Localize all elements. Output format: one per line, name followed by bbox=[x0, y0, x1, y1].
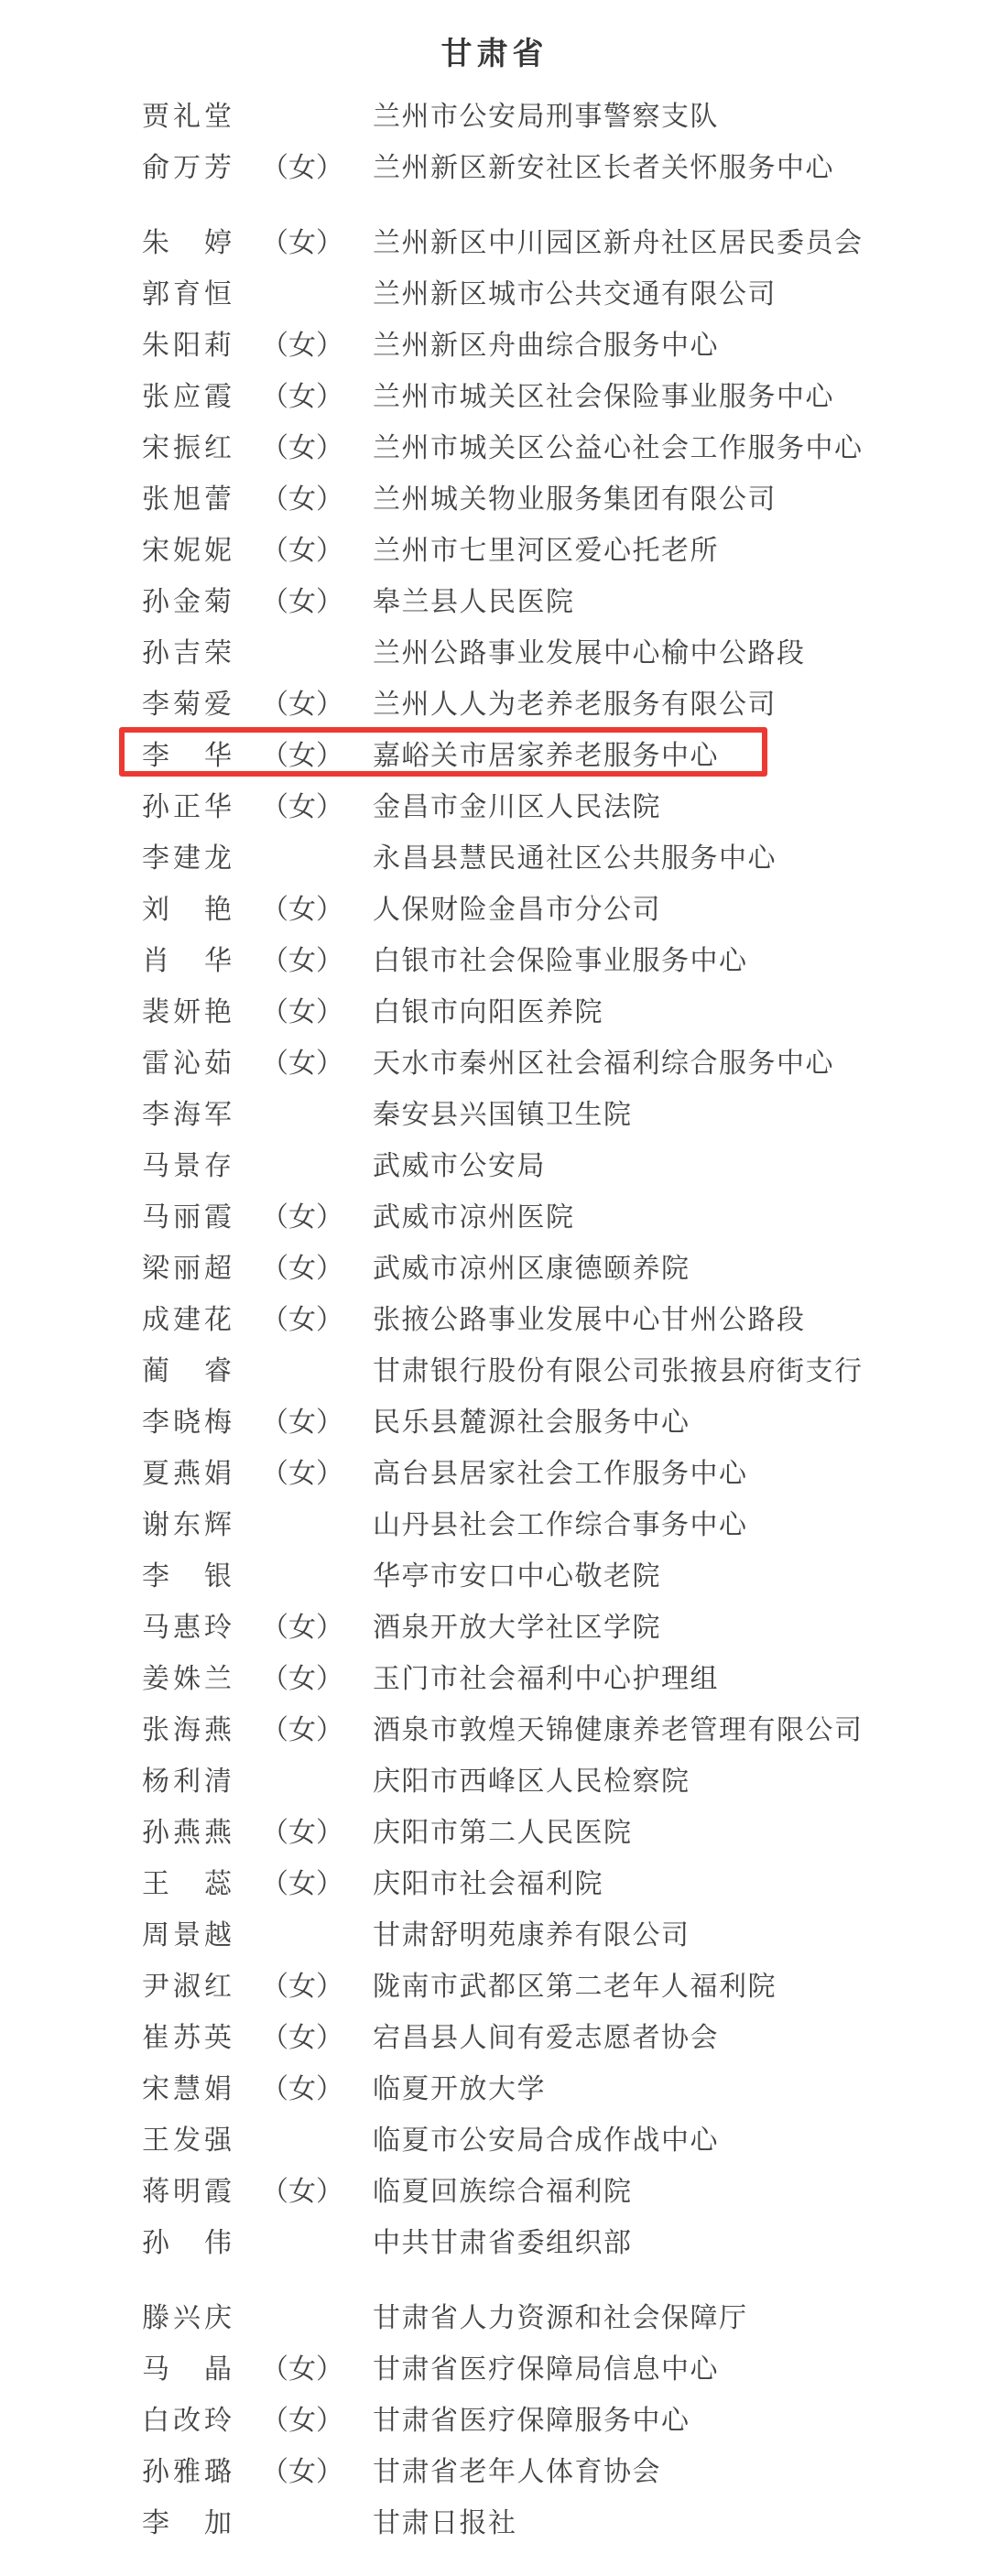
list-row bbox=[0, 317, 989, 368]
list-row bbox=[0, 1804, 989, 1855]
person-name: 尹淑红 bbox=[142, 1972, 235, 2002]
gender-label: （女） bbox=[261, 2406, 343, 2436]
organization-name: 人保财险金昌市分公司 bbox=[373, 895, 661, 925]
organization-name: 张掖公路事业发展中心甘州公路段 bbox=[373, 1305, 806, 1335]
organization-name: 兰州新区新安社区长者关怀服务中心 bbox=[373, 153, 834, 183]
gender-label: （女） bbox=[261, 2457, 343, 2487]
organization-name: 兰州市城关区公益心社会工作服务中心 bbox=[373, 433, 864, 463]
person-name: 宋慧娟 bbox=[142, 2074, 235, 2104]
gender-label: （女） bbox=[261, 1049, 343, 1079]
organization-name: 兰州人人为老养老服务有限公司 bbox=[373, 690, 777, 720]
person-name: 李菊爱 bbox=[142, 690, 235, 720]
person-name: 谢东辉 bbox=[142, 1510, 235, 1540]
person-name: 孙雅璐 bbox=[142, 2457, 235, 2487]
list-row bbox=[0, 522, 989, 573]
list-row bbox=[0, 1189, 989, 1240]
gender-label: （女） bbox=[261, 1305, 343, 1335]
organization-name: 兰州新区舟曲综合服务中心 bbox=[373, 331, 719, 361]
person-name: 王 蕊 bbox=[142, 1869, 235, 1899]
person-name: 朱阳莉 bbox=[142, 331, 235, 361]
organization-name: 金昌市金川区人民法院 bbox=[373, 792, 661, 822]
organization-name: 临夏回族综合福利院 bbox=[373, 2177, 633, 2207]
organization-name: 甘肃银行股份有限公司张掖县府街支行 bbox=[373, 1356, 864, 1386]
organization-name: 中共甘肃省委组织部 bbox=[373, 2228, 633, 2258]
list-row bbox=[0, 88, 989, 139]
gender-label: （女） bbox=[261, 895, 343, 925]
list-row bbox=[0, 2341, 989, 2392]
organization-name: 皋兰县人民医院 bbox=[373, 587, 575, 617]
list-row bbox=[0, 1650, 989, 1701]
list-row bbox=[0, 1137, 989, 1189]
organization-name: 武威市凉州区康德颐养院 bbox=[373, 1254, 690, 1284]
gender-label: （女） bbox=[261, 946, 343, 976]
organization-name: 玉门市社会福利中心护理组 bbox=[373, 1664, 719, 1694]
list-row bbox=[0, 1496, 989, 1548]
person-name: 孙金菊 bbox=[142, 587, 235, 617]
gender-label: （女） bbox=[261, 690, 343, 720]
person-name: 崔苏英 bbox=[142, 2023, 235, 2053]
gender-label: （女） bbox=[261, 433, 343, 463]
list-row bbox=[0, 1753, 989, 1804]
person-name: 李海军 bbox=[142, 1100, 235, 1130]
organization-name: 庆阳市第二人民医院 bbox=[373, 1818, 633, 1848]
person-name: 马惠玲 bbox=[142, 1613, 235, 1643]
gender-label: （女） bbox=[261, 2023, 343, 2053]
gender-label: （女） bbox=[261, 331, 343, 361]
person-name: 王发强 bbox=[142, 2125, 235, 2156]
gender-label: （女） bbox=[261, 2074, 343, 2104]
list-row bbox=[0, 1086, 989, 1137]
organization-name: 兰州城关物业服务集团有限公司 bbox=[373, 484, 777, 515]
list-row bbox=[0, 214, 989, 266]
person-name: 朱 婷 bbox=[142, 228, 235, 258]
organization-name: 陇南市武都区第二老年人福利院 bbox=[373, 1972, 777, 2002]
organization-name: 白银市向阳医养院 bbox=[373, 997, 603, 1027]
list-row bbox=[0, 984, 989, 1035]
organization-name: 兰州公路事业发展中心榆中公路段 bbox=[373, 638, 806, 668]
list-row bbox=[0, 2060, 989, 2112]
organization-name: 庆阳市社会福利院 bbox=[373, 1869, 603, 1899]
gender-label: （女） bbox=[261, 484, 343, 515]
list-row bbox=[0, 2289, 989, 2341]
gender-label: （女） bbox=[261, 997, 343, 1027]
list-row bbox=[0, 471, 989, 522]
list-row bbox=[0, 419, 989, 471]
organization-name: 嘉峪关市居家养老服务中心 bbox=[373, 741, 719, 771]
person-name: 俞万芳 bbox=[142, 153, 235, 183]
list-row bbox=[0, 573, 989, 625]
gender-label: （女） bbox=[261, 536, 343, 566]
gender-label: （女） bbox=[261, 1202, 343, 1233]
list-row bbox=[0, 368, 989, 419]
person-name: 姜姝兰 bbox=[142, 1664, 235, 1694]
person-name: 张海燕 bbox=[142, 1715, 235, 1745]
list-row bbox=[0, 1958, 989, 2009]
organization-name: 兰州市七里河区爱心托老所 bbox=[373, 536, 719, 566]
organization-name: 宕昌县人间有爱志愿者协会 bbox=[373, 2023, 719, 2053]
person-name: 白改玲 bbox=[142, 2406, 235, 2436]
gender-label: （女） bbox=[261, 1664, 343, 1694]
person-name: 成建花 bbox=[142, 1305, 235, 1335]
list-row bbox=[0, 1394, 989, 1445]
person-name: 刘 艳 bbox=[142, 895, 235, 925]
gender-label: （女） bbox=[261, 1869, 343, 1899]
gender-label: （女） bbox=[261, 587, 343, 617]
organization-name: 武威市凉州医院 bbox=[373, 1202, 575, 1233]
organization-name: 甘肃省老年人体育协会 bbox=[373, 2457, 661, 2487]
organization-name: 华亭市安口中心敬老院 bbox=[373, 1561, 661, 1592]
list-row bbox=[0, 1701, 989, 1753]
list-row bbox=[0, 2392, 989, 2443]
organization-name: 甘肃省医疗保障服务中心 bbox=[373, 2406, 690, 2436]
organization-name: 兰州市城关区社会保险事业服务中心 bbox=[373, 382, 834, 412]
gender-label: （女） bbox=[261, 1613, 343, 1643]
person-name: 杨利清 bbox=[142, 1766, 235, 1797]
gender-label: （女） bbox=[261, 153, 343, 183]
person-name: 孙燕燕 bbox=[142, 1818, 235, 1848]
list-row bbox=[0, 625, 989, 676]
person-name: 郭育恒 bbox=[142, 279, 235, 310]
organization-name: 酒泉开放大学社区学院 bbox=[373, 1613, 661, 1643]
list-row bbox=[0, 1291, 989, 1342]
list-row bbox=[0, 266, 989, 317]
person-name: 蒋明霞 bbox=[142, 2177, 235, 2207]
gender-label: （女） bbox=[261, 741, 343, 771]
gender-label: （女） bbox=[261, 1408, 343, 1438]
gender-label: （女） bbox=[261, 1459, 343, 1489]
gender-label: （女） bbox=[261, 382, 343, 412]
person-name: 李 加 bbox=[142, 2508, 235, 2538]
list-row bbox=[0, 932, 989, 984]
person-name: 孙正华 bbox=[142, 792, 235, 822]
person-name: 雷沁茹 bbox=[142, 1049, 235, 1079]
organization-name: 兰州新区中川园区新舟社区居民委员会 bbox=[373, 228, 864, 258]
list-row bbox=[0, 1445, 989, 1496]
list-row bbox=[0, 727, 989, 778]
gender-label: （女） bbox=[261, 2354, 343, 2385]
organization-name: 民乐县麓源社会服务中心 bbox=[373, 1408, 690, 1438]
list-row bbox=[0, 2214, 989, 2266]
list-row bbox=[0, 1342, 989, 1394]
person-name: 周景越 bbox=[142, 1920, 235, 1951]
organization-name: 武威市公安局 bbox=[373, 1151, 546, 1181]
gender-label: （女） bbox=[261, 228, 343, 258]
organization-name: 临夏市公安局合成作战中心 bbox=[373, 2125, 719, 2156]
person-name: 肖 华 bbox=[142, 946, 235, 976]
list-row bbox=[0, 139, 989, 190]
person-name: 裴妍艳 bbox=[142, 997, 235, 1027]
person-name: 梁丽超 bbox=[142, 1254, 235, 1284]
person-name: 张应霞 bbox=[142, 382, 235, 412]
list-row bbox=[0, 778, 989, 830]
list-row bbox=[0, 2443, 989, 2494]
person-name: 李晓梅 bbox=[142, 1408, 235, 1438]
organization-name: 永昌县慧民通社区公共服务中心 bbox=[373, 843, 777, 874]
list-row bbox=[0, 2112, 989, 2163]
gender-label: （女） bbox=[261, 1715, 343, 1745]
person-name: 孙吉荣 bbox=[142, 638, 235, 668]
list-row bbox=[0, 2009, 989, 2060]
organization-name: 临夏开放大学 bbox=[373, 2074, 546, 2104]
organization-name: 天水市秦州区社会福利综合服务中心 bbox=[373, 1049, 834, 1079]
organization-name: 庆阳市西峰区人民检察院 bbox=[373, 1766, 690, 1797]
person-name: 孙 伟 bbox=[142, 2228, 235, 2258]
gender-label: （女） bbox=[261, 2177, 343, 2207]
list-row bbox=[0, 830, 989, 881]
person-name: 李 华 bbox=[142, 741, 235, 771]
organization-name: 甘肃舒明苑康养有限公司 bbox=[373, 1920, 690, 1951]
list-row bbox=[0, 1599, 989, 1650]
person-name: 李 银 bbox=[142, 1561, 235, 1592]
list-row bbox=[0, 676, 989, 727]
organization-name: 山丹县社会工作综合事务中心 bbox=[373, 1510, 748, 1540]
organization-name: 甘肃省医疗保障局信息中心 bbox=[373, 2354, 719, 2385]
organization-name: 甘肃日报社 bbox=[373, 2508, 517, 2538]
person-name: 宋妮妮 bbox=[142, 536, 235, 566]
page-title: 甘肃省 bbox=[440, 38, 549, 71]
organization-name: 甘肃省人力资源和社会保障厅 bbox=[373, 2303, 748, 2333]
person-name: 夏燕娟 bbox=[142, 1459, 235, 1489]
person-name: 贾礼堂 bbox=[142, 102, 235, 132]
person-name: 宋振红 bbox=[142, 433, 235, 463]
organization-name: 兰州新区城市公共交通有限公司 bbox=[373, 279, 777, 310]
list-row bbox=[0, 1855, 989, 1907]
list-row bbox=[0, 1548, 989, 1599]
list-row bbox=[0, 1240, 989, 1291]
gender-label: （女） bbox=[261, 1818, 343, 1848]
person-name: 蔺 睿 bbox=[142, 1356, 235, 1386]
organization-name: 酒泉市敦煌天锦健康养老管理有限公司 bbox=[373, 1715, 864, 1745]
organization-name: 白银市社会保险事业服务中心 bbox=[373, 946, 748, 976]
person-name: 马丽霞 bbox=[142, 1202, 235, 1233]
person-name: 滕兴庆 bbox=[142, 2303, 235, 2333]
list-row bbox=[0, 1035, 989, 1086]
list-row bbox=[0, 2494, 989, 2546]
organization-name: 兰州市公安局刑事警察支队 bbox=[373, 102, 719, 132]
organization-name: 高台县居家社会工作服务中心 bbox=[373, 1459, 748, 1489]
gender-label: （女） bbox=[261, 792, 343, 822]
person-name: 李建龙 bbox=[142, 843, 235, 874]
gender-label: （女） bbox=[261, 1972, 343, 2002]
organization-name: 秦安县兴国镇卫生院 bbox=[373, 1100, 633, 1130]
name-list bbox=[0, 88, 989, 2546]
person-name: 马 晶 bbox=[142, 2354, 235, 2385]
list-row bbox=[0, 881, 989, 932]
gender-label: （女） bbox=[261, 1254, 343, 1284]
person-name: 张旭蕾 bbox=[142, 484, 235, 515]
list-row bbox=[0, 1907, 989, 1958]
list-row bbox=[0, 2163, 989, 2214]
person-name: 马景存 bbox=[142, 1151, 235, 1181]
